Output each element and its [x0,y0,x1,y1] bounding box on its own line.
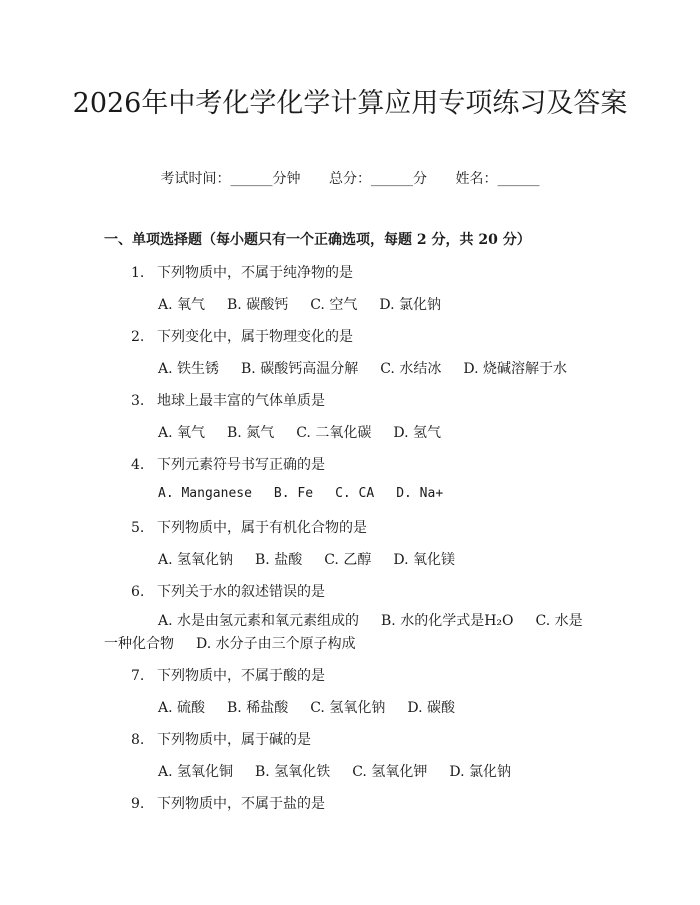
question-number: 9. [131,796,145,812]
exam-time-field: 考试时间：______分钟 [160,171,301,187]
option-d: D. Na+ [396,486,444,501]
option-d: D. 烧碱溶解于水 [463,361,567,377]
student-name-field: 姓名：______ [455,171,540,187]
question-9 [131,793,325,813]
option-a: A. 氢氧化铜 [158,764,234,780]
question-1-options [158,294,441,314]
option-d: D. 氯化钠 [379,297,441,313]
question-6-options [104,610,588,656]
option-d: D. 氯化钠 [449,764,511,780]
option-c: C. 二氧化碳 [296,425,372,441]
option-c: C. 氢氧化钾 [352,764,428,780]
question-6 [131,581,325,601]
option-d: D. 氧化镁 [393,552,455,568]
question-stem: 下列变化中，属于物理变化的是 [157,329,353,345]
exam-meta [0,168,700,188]
question-8-options [158,761,511,781]
question-7-options [158,697,455,717]
option-c: C. 氢氧化钠 [310,700,386,716]
option-d: D. 水分子由三个原子构成 [196,636,356,652]
total-score-field: 总分：______分 [329,171,427,187]
question-stem: 下列物质中，属于有机化合物的是 [157,520,367,536]
option-a: A. Manganese [158,486,252,501]
option-d: D. 氢气 [393,425,441,441]
question-2 [131,326,353,346]
question-stem: 下列物质中，不属于纯净物的是 [157,265,353,281]
option-b: B. 稀盐酸 [227,700,289,716]
question-number: 3. [131,393,145,409]
question-stem: 下列物质中，属于碱的是 [157,732,311,748]
option-c: C. 水结冰 [380,361,442,377]
option-d: D. 碳酸 [407,700,455,716]
question-1 [131,262,353,282]
option-b: B. 碳酸钙高温分解 [241,361,359,377]
option-a: A. 氧气 [158,297,206,313]
question-4 [131,454,325,474]
option-b: B. Fe [273,486,314,501]
question-number: 2. [131,329,145,345]
option-c: C. CA [335,486,375,501]
question-stem: 地球上最丰富的气体单质是 [157,393,325,409]
question-2-options [158,358,567,378]
question-stem: 下列物质中，不属于盐的是 [157,796,325,812]
option-b: B. 盐酸 [255,552,303,568]
option-a: A. 氢氧化钠 [158,552,234,568]
question-stem: 下列关于水的叙述错误的是 [157,584,325,600]
page-title: 2026年中考化学化学计算应用专项练习及答案 [72,88,628,119]
question-number: 5. [131,520,145,536]
option-b: B. 氢氧化铁 [255,764,331,780]
question-4-options [158,486,443,501]
section-heading: 一、单项选择题（每小题只有一个正确选项，每题 2 分，共 20 分） [104,232,531,248]
option-a: A. 水是由氢元素和氧元素组成的 [158,613,360,629]
question-number: 1. [131,265,145,281]
option-c: C. 水是一种化合物 [104,613,583,652]
question-7 [131,665,325,685]
question-8 [131,729,311,749]
question-number: 7. [131,668,145,684]
question-stem: 下列元素符号书写正确的是 [157,457,325,473]
question-5 [131,517,367,537]
option-c: C. 空气 [310,297,358,313]
question-number: 8. [131,732,145,748]
option-a: A. 硫酸 [158,700,206,716]
option-b: B. 水的化学式是H₂O [381,613,514,629]
question-3-options [158,422,441,442]
option-a: A. 氧气 [158,425,206,441]
question-number: 4. [131,457,145,473]
question-stem: 下列物质中，不属于酸的是 [157,668,325,684]
question-3 [131,390,325,410]
option-b: B. 碳酸钙 [227,297,289,313]
option-c: C. 乙醇 [324,552,372,568]
question-5-options [158,549,455,569]
option-a: A. 铁生锈 [158,361,220,377]
question-number: 6. [131,584,145,600]
option-b: B. 氮气 [227,425,275,441]
